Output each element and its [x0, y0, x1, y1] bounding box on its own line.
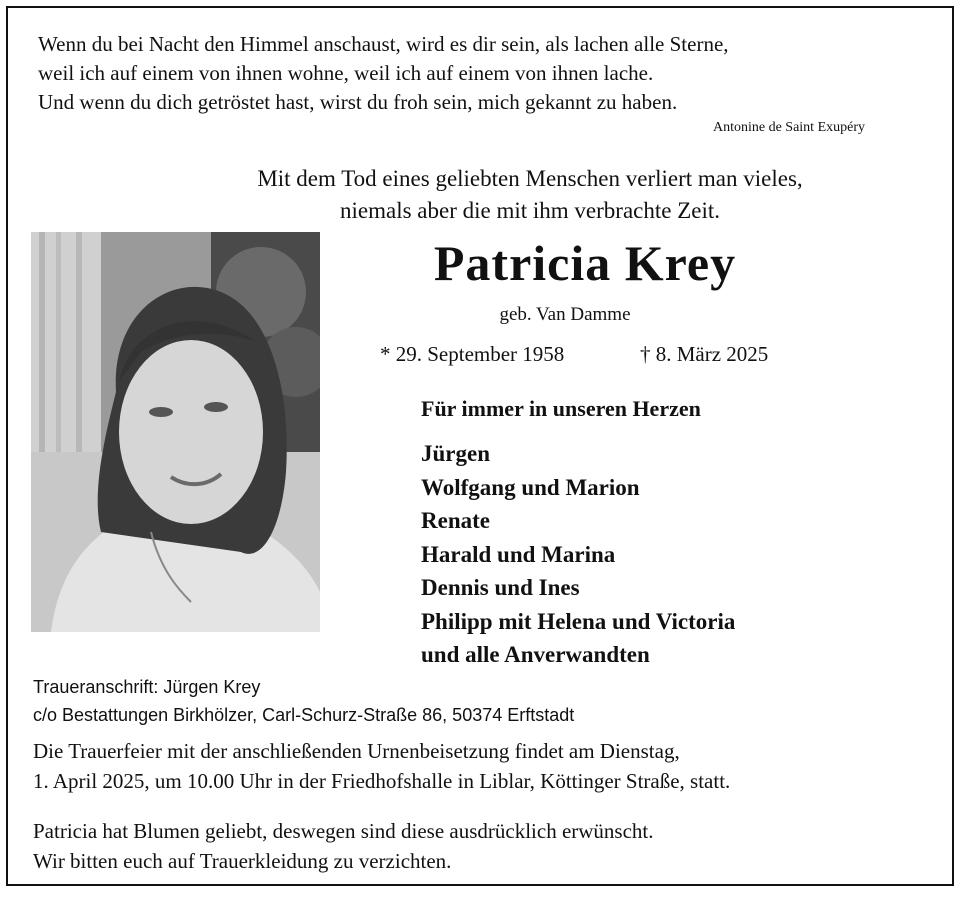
ceremony-line: Die Trauerfeier mit der anschließenden Urnenbeisetzung findet am Dienstag, [33, 739, 680, 763]
family-heading: Für immer in unseren Herzen [421, 396, 701, 421]
mourner-name: Renate [421, 508, 490, 533]
ceremony-line: 1. April 2025, um 10.00 Uhr in der Friedhofshalle in Liblar, Köttinger Straße, statt. [33, 769, 731, 793]
mourner-name: Jürgen [421, 441, 490, 466]
mourner-name: Dennis und Ines [421, 575, 580, 600]
motto [150, 163, 910, 227]
quote [38, 30, 729, 117]
birth-name: geb. Van Damme [499, 304, 631, 325]
mourning-address [33, 673, 574, 729]
mourner-name: und alle Anverwandten [421, 642, 650, 667]
mourner-list [421, 437, 735, 672]
motto-line: niemals aber die mit ihm verbrachte Zeit. [340, 198, 720, 223]
closing-line: Wir bitten euch auf Trauerkleidung zu verzichten. [33, 849, 452, 873]
address-line: Traueranschrift: Jürgen Krey [33, 677, 261, 697]
closing-line: Patricia hat Blumen geliebt, deswegen sind diese ausdrücklich erwünscht. [33, 819, 654, 843]
ceremony-info [33, 736, 730, 796]
quote-line: Wenn du bei Nacht den Himmel anschaust, wird es dir sein, als lachen alle Sterne, [38, 32, 729, 56]
mourner-name: Philipp mit Helena und Victoria [421, 608, 736, 634]
mourner-name: Harald und Marina [421, 541, 616, 567]
quote-line: weil ich auf einem von ihnen wohne, weil ich auf einem von ihnen lache. [38, 61, 654, 85]
motto-line: Mit dem Tod eines geliebten Menschen verliert man vieles, [257, 166, 803, 191]
address-line: c/o Bestattungen Birkhölzer, Carl-Schurz-Straße 86, 50374 Erftstadt [33, 705, 575, 725]
quote-line: Und wenn du dich getröstet hast, wirst du froh sein, mich gekannt zu haben. [38, 90, 678, 114]
quote-author: Antonine de Saint Exupéry [712, 120, 865, 135]
portrait-photo [31, 232, 320, 632]
closing-note [33, 816, 654, 876]
birth-date: * 29. September 1958 [380, 342, 565, 366]
mourner-name: Wolfgang und Marion [421, 474, 640, 500]
death-date: † 8. März 2025 [640, 342, 769, 366]
deceased-name: Patricia Krey [433, 235, 737, 291]
